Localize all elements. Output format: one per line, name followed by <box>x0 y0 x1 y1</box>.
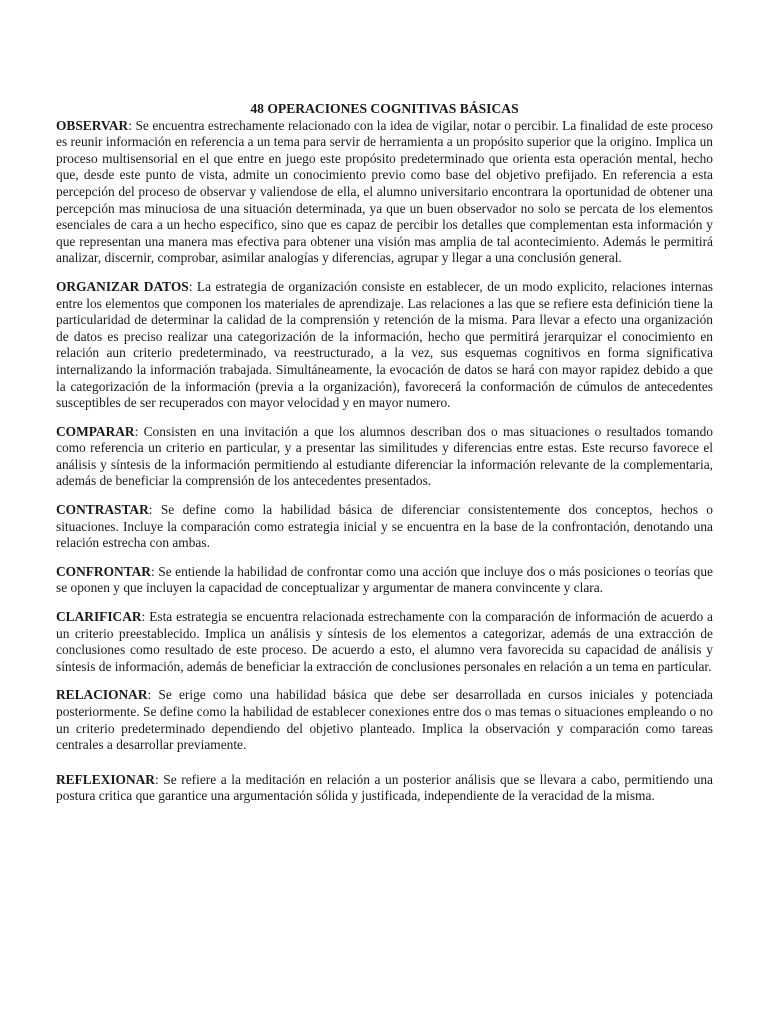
document-title: 48 OPERACIONES COGNITIVAS BÁSICAS <box>250 101 519 116</box>
section-relacionar <box>56 687 713 753</box>
section-organizar-datos <box>56 279 713 412</box>
term-clarificar: CLARIFICAR <box>56 609 142 625</box>
definition-relacionar: : Se erige como una habilidad básica que debe ser desarrollada en cursos iniciales y potenciada posteriormente. Se define como la habilidad de establecer conexiones entre dos o mas temas o situaciones empleando o no un criterio predeterminado dependiendo del objetivo planteado. Implica la observación y comparación como tareas centrales a desarrollar previamente. <box>56 687 713 753</box>
section-contrastar <box>56 502 713 552</box>
section-observar <box>56 118 713 267</box>
term-reflexionar: REFLEXIONAR <box>56 771 155 787</box>
definition-reflexionar: : Se refiere a la meditación en relación a un posterior análisis que se llevara a cabo, permitiendo una postura critica que garantice una argumentación sólida y justificada, independiente de la veracidad de la misma. <box>56 771 713 804</box>
definition-organizar-datos: : La estrategia de organización consiste en establecer, de un modo explicito, relaciones internas entre los elementos que componen los materiales de aprendizaje. Las relaciones a las que se refiere esta definición tiene la particularidad de determinar la calidad de la comprensión y retención de la misma. Para llevar a efecto una organización de datos es preciso realizar una categorización de la información, hecho que permitirá jerarquizar el conocimiento en relación aun criterio predeterminado, va reestructurado, a la vez, sus esquemas cognitivos en forma significativa internalizando la información trabajada. Simultáneamente, la evocación de datos se hará con mayor rapidez debido a que la categorización de la información (previa a la organización), favorecerá la conformación de cúmulos de antecedentes susceptibles de ser recuperados con mayor velocidad y en mayor numero. <box>56 278 713 411</box>
definition-comparar: : Consisten en una invitación a que los alumnos describan dos o mas situaciones o resultados tomando como referencia un criterio en particular, y a presentar las similitudes y diferencias entre estas. Este recurso favorece el análisis y síntesis de la información permitiendo al estudiante diferenciar la información relevante de la complementaria, además de beneficiar la comprensión de los antecedentes presentados. <box>56 423 713 489</box>
definition-observar: : Se encuentra estrechamente relacionado con la idea de vigilar, notar o percibir. La finalidad de este proceso es reunir información en referencia a un tema para servir de herramienta a un propósito superior que la origino. Implica un proceso multisensorial en el que entre en juego este propósito predeterminado que orienta esta operación mental, hecho que, desde este punto de vista, admite un conocimiento previo como base del objetivo prefijado. En referencia a esta percepción del proceso de observar y valiendose de ella, el alumno universitario encontrara la oportunidad de obtener una percepción mas minuciosa de una situación determinada, ya que un buen observador no solo se percata de los elementos esenciales de cara a un hecho especifico, sino que es capaz de percibir los detalles que complementan esta información y que representan una manera mas efectiva para obtener una visión mas amplia de tal acontecimiento. Además le permitirá analizar, discernir, comprobar, asimilar analogías y diferencias, agrupar y llegar a una conclusión general. <box>56 117 713 266</box>
definition-contrastar: : Se define como la habilidad básica de diferenciar consistentemente dos conceptos, hechos o situaciones. Incluye la comparación como estrategia inicial y se encuentra en la base de la confrontación, denotando una relación estrecha con ambas. <box>56 502 713 551</box>
term-observar: OBSERVAR <box>56 117 129 133</box>
term-comparar: COMPARAR <box>56 423 135 439</box>
section-confrontar <box>56 564 713 597</box>
term-confrontar: CONFRONTAR <box>56 563 151 579</box>
definition-clarificar: : Esta estrategia se encuentra relacionada estrechamente con la comparación de información de acuerdo a un criterio preestablecido. Implica un análisis y síntesis de los elementos a categorizar, además de una extracción de conclusiones como resultado de este proceso. De acuerdo a esto, el alumno vera favorecida su capacidad de análisis y síntesis de información, además de beneficiar la extracción de conclusiones personales en relación a un tema en particular. <box>56 609 713 674</box>
term-relacionar: RELACIONAR <box>56 687 148 703</box>
section-reflexionar <box>56 772 713 805</box>
document-page <box>56 101 713 817</box>
section-comparar <box>56 424 713 490</box>
definition-confrontar: : Se entiende la habilidad de confrontar como una acción que incluye dos o más posiciones o teorías que se oponen y que incluyen la capacidad de conceptualizar y argumentar de manera convincente y clara. <box>56 563 713 596</box>
term-organizar-datos: ORGANIZAR DATOS <box>56 278 189 294</box>
term-contrastar: CONTRASTAR <box>56 502 149 518</box>
section-clarificar <box>56 609 713 675</box>
